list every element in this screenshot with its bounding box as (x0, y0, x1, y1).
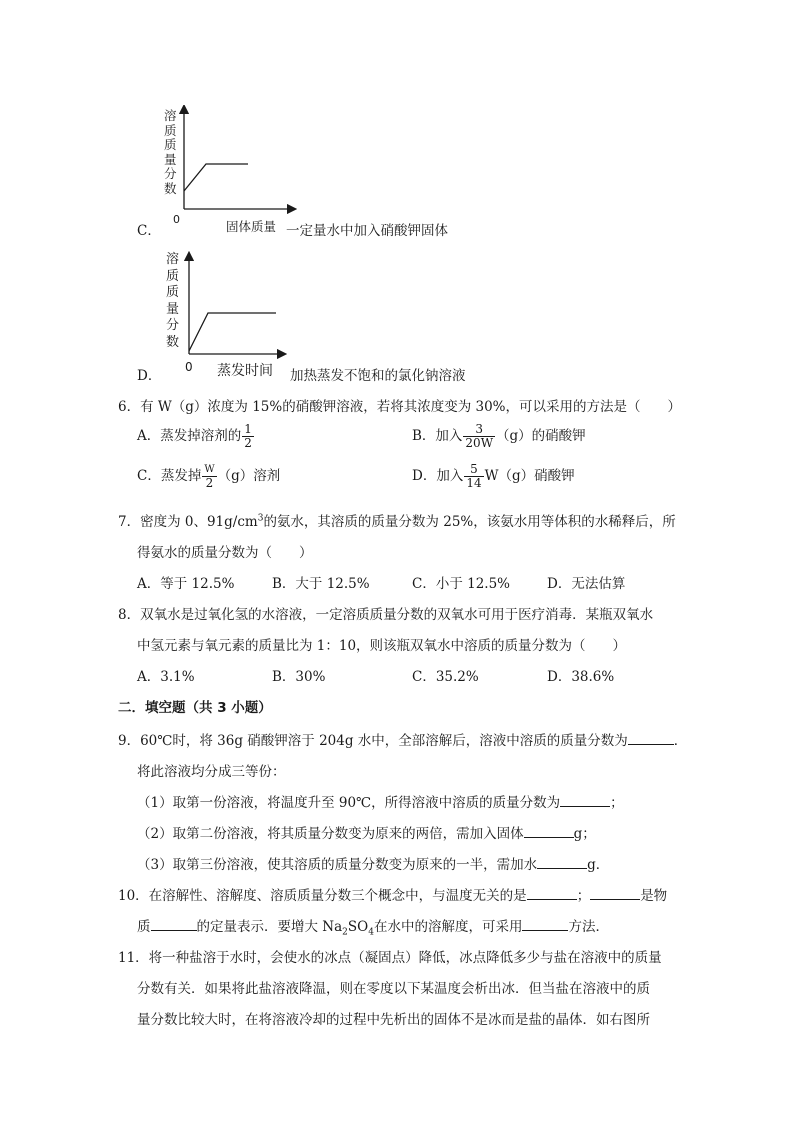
graph-d-xlabel: 蒸发时间 (217, 363, 273, 379)
q10-blank-3[interactable] (151, 918, 197, 931)
q6-option-b: B．加入 $\frac{3}{20W}$ （g）的硝酸钾 (412, 422, 586, 450)
q8-line2: 中氢元素与氧元素的质量比为 1：10，则该瓶双氧水中溶质的质量分数为（ ） (137, 638, 627, 654)
q6-d-fraction: $\frac{5}{14}$ (466, 462, 482, 490)
q9-blank-4[interactable] (537, 856, 587, 869)
q6-option-c: C．蒸发掉 $\frac{W}{2}$ （g）溶剂 (137, 464, 281, 490)
q8-option-b: B．30% (272, 669, 326, 685)
option-d-letter: D． (137, 368, 162, 384)
q7-option-d: D．无法估算 (547, 576, 626, 592)
q9-blank-1[interactable] (628, 732, 674, 745)
q10-line2: 质 的定量表示．要增大 $Na_2SO_4$在水中的溶解度，可采用 方法． (137, 919, 609, 938)
q6-b-fraction: $\frac{3}{20W}$ (465, 422, 494, 450)
q10-blank-1[interactable] (527, 887, 577, 900)
q6-stem: 6．有 W（g）浓度为 15%的硝酸钾溶液，若将其浓度变为 30%，可以采用的方法是（ ） (118, 399, 681, 415)
graph-c-axes (160, 105, 300, 220)
q6-option-d: D．加入 $\frac{5}{14}$ W（g）硝酸钾 (412, 462, 575, 490)
q8-option-a: A．3.1% (137, 669, 195, 685)
graph-c-caption: 一定量水中加入硝酸钾固体 (286, 223, 448, 239)
section-2-title: 二．填空题（共 3 小题） (118, 700, 272, 716)
graph-c-ylabel: 溶 质 质 量 分 数 (164, 108, 177, 196)
q11-line1: 11．将一种盐溶于水时，会使水的冰点（凝固点）降低，冰点降低多少与盐在溶液中的质量 (118, 950, 662, 966)
q7-line1: 7．密度为 0、$91g/cm^3$的氨水，其溶质的质量分数为 25%，该氨水用等体积的水稀释后，所 (118, 513, 676, 530)
q9-sub1: （1）取第一份溶液，将温度升至 90℃，所得溶液中溶质的质量分数为 ； (137, 795, 624, 811)
q7-option-c: C．小于 12.5% (412, 576, 511, 592)
q11-line2: 分数有关．如果将此盐溶液降温，则在零度以下某温度会析出冰．但当盐在溶液中的质 (137, 981, 650, 997)
graph-d-origin: 0 (185, 360, 193, 374)
q9-sub3: （3）取第三份溶液，使其溶质的质量分数变为原来的一半，需加水 g． (137, 857, 610, 873)
q10-blank-4[interactable] (522, 918, 568, 931)
graph-d-ylabel: 溶 质 质 量 分 数 (166, 252, 180, 350)
option-c-letter: C． (137, 223, 161, 239)
q7-option-a: A．等于 12.5% (137, 576, 235, 592)
q10-line1: 10．在溶解性、溶解度、溶质质量分数三个概念中，与温度无关的是 ； 是物 (118, 888, 668, 904)
q6-a-fraction: $\frac{1}{2}$ (244, 422, 252, 450)
q9-blank-2[interactable] (560, 794, 610, 807)
graph-d-caption: 加热蒸发不饱和的氯化钠溶液 (290, 368, 466, 384)
q8-line1: 8．双氧水是过氧化氢的水溶液，一定溶质质量分数的双氧水可用于医疗消毒．某瓶双氧水 (118, 607, 654, 623)
graph-c (160, 105, 460, 240)
q11-line3: 量分数比较大时，在将溶液冷却的过程中先析出的固体不是冰而是盐的晶体．如右图所 (137, 1012, 650, 1028)
q7-option-b: B．大于 12.5% (272, 576, 370, 592)
q6-c-fraction: $\frac{W}{2}$ (204, 464, 215, 490)
q8-option-d: D．38.6% (547, 669, 615, 685)
q9-line1: 9．60℃时，将 36g 硝酸钾溶于 204g 水中，全部溶解后，溶液中溶质的质量分数为 ． (118, 733, 688, 749)
q10-blank-2[interactable] (590, 887, 640, 900)
graph-c-origin: 0 (173, 213, 180, 226)
graph-d-curve (189, 313, 276, 351)
graph-d (160, 250, 480, 385)
q9-blank-3[interactable] (524, 825, 574, 838)
q9-sub2: （2）取第二份溶液，将其质量分数变为原来的两倍，需加入固体 g； (137, 826, 596, 842)
graph-c-xlabel: 固体质量 (226, 219, 277, 234)
graph-c-curve (184, 164, 248, 191)
q7-line2: 得氨水的质量分数为（ ） (137, 545, 313, 561)
q6-option-a: A．蒸发掉溶剂的 $\frac{1}{2}$ (137, 422, 252, 450)
q9-line2: 将此溶液均分成三等份： (137, 764, 286, 780)
q8-option-c: C．35.2% (412, 669, 479, 685)
